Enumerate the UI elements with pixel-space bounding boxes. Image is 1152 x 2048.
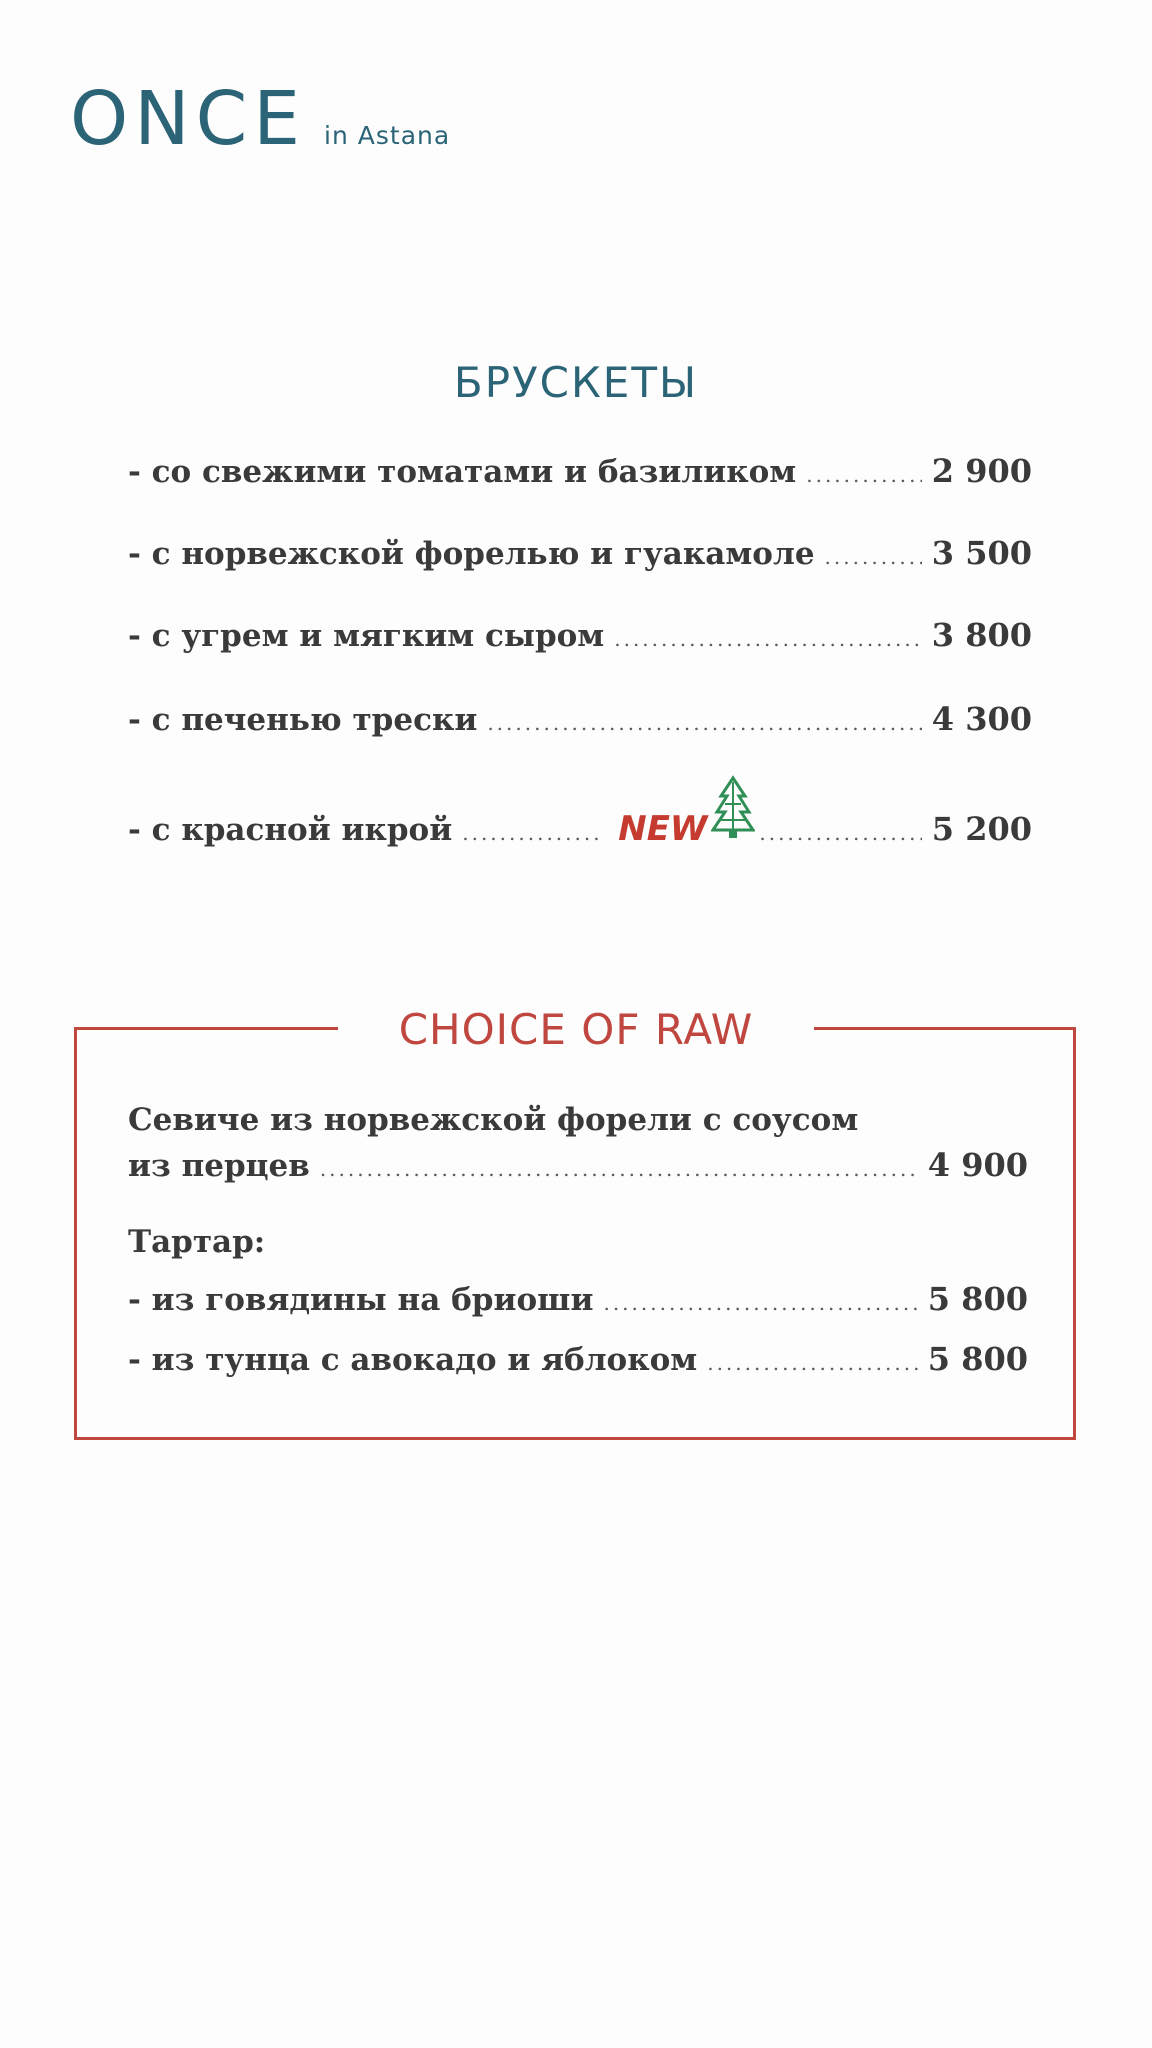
logo-sub: in Astana [324, 121, 451, 150]
menu-item [128, 1340, 1028, 1378]
dot-leader [320, 1157, 918, 1181]
item-name: - с красной икрой [128, 812, 453, 848]
item-price: 5 800 [927, 1340, 1028, 1378]
dot-leader [825, 545, 922, 569]
menu-item [128, 1280, 1028, 1318]
item-price: 5 200 [931, 810, 1032, 848]
item-name: - из говядины на бриоши [128, 1282, 594, 1318]
dot-leader [487, 711, 921, 735]
brand-logo [70, 76, 451, 162]
tartar-heading: Тартар: [128, 1224, 266, 1260]
menu-item [128, 774, 1032, 849]
dot-leader [462, 821, 602, 845]
dot-leader [603, 1291, 917, 1315]
item-price: 4 300 [931, 700, 1032, 738]
item-name: - со свежими томатами и базиликом [128, 454, 797, 490]
item-name: из перцев [128, 1148, 310, 1184]
dot-leader [806, 463, 922, 487]
ceviche-title: Севиче из норвежской форели с соусом [128, 1102, 859, 1138]
logo-main: ONCE [70, 76, 307, 162]
menu-item [128, 452, 1032, 490]
item-name: - с норвежской форелью и гуакамоле [128, 536, 815, 572]
menu-item [128, 534, 1032, 572]
christmas-tree-icon [711, 774, 755, 840]
menu-item [128, 1146, 1028, 1184]
item-price: 3 500 [931, 534, 1032, 572]
menu-item [128, 616, 1032, 654]
section-title-bruschetta: БРУСКЕТЫ [453, 358, 699, 407]
dot-leader [759, 821, 921, 845]
item-price: 3 800 [931, 616, 1032, 654]
section-title-raw: CHOICE OF RAW [338, 1000, 814, 1060]
menu-item [128, 700, 1032, 738]
item-name: - из тунца с авокадо и яблоком [128, 1342, 698, 1378]
item-name: - с печенью трески [128, 702, 478, 738]
dot-leader [614, 627, 922, 651]
item-price: 5 800 [927, 1280, 1028, 1318]
item-name: - с угрем и мягким сыром [128, 618, 605, 654]
item-price: 2 900 [931, 452, 1032, 490]
item-price: 4 900 [927, 1146, 1028, 1184]
new-badge: NEW [618, 809, 708, 849]
dot-leader [707, 1351, 918, 1375]
